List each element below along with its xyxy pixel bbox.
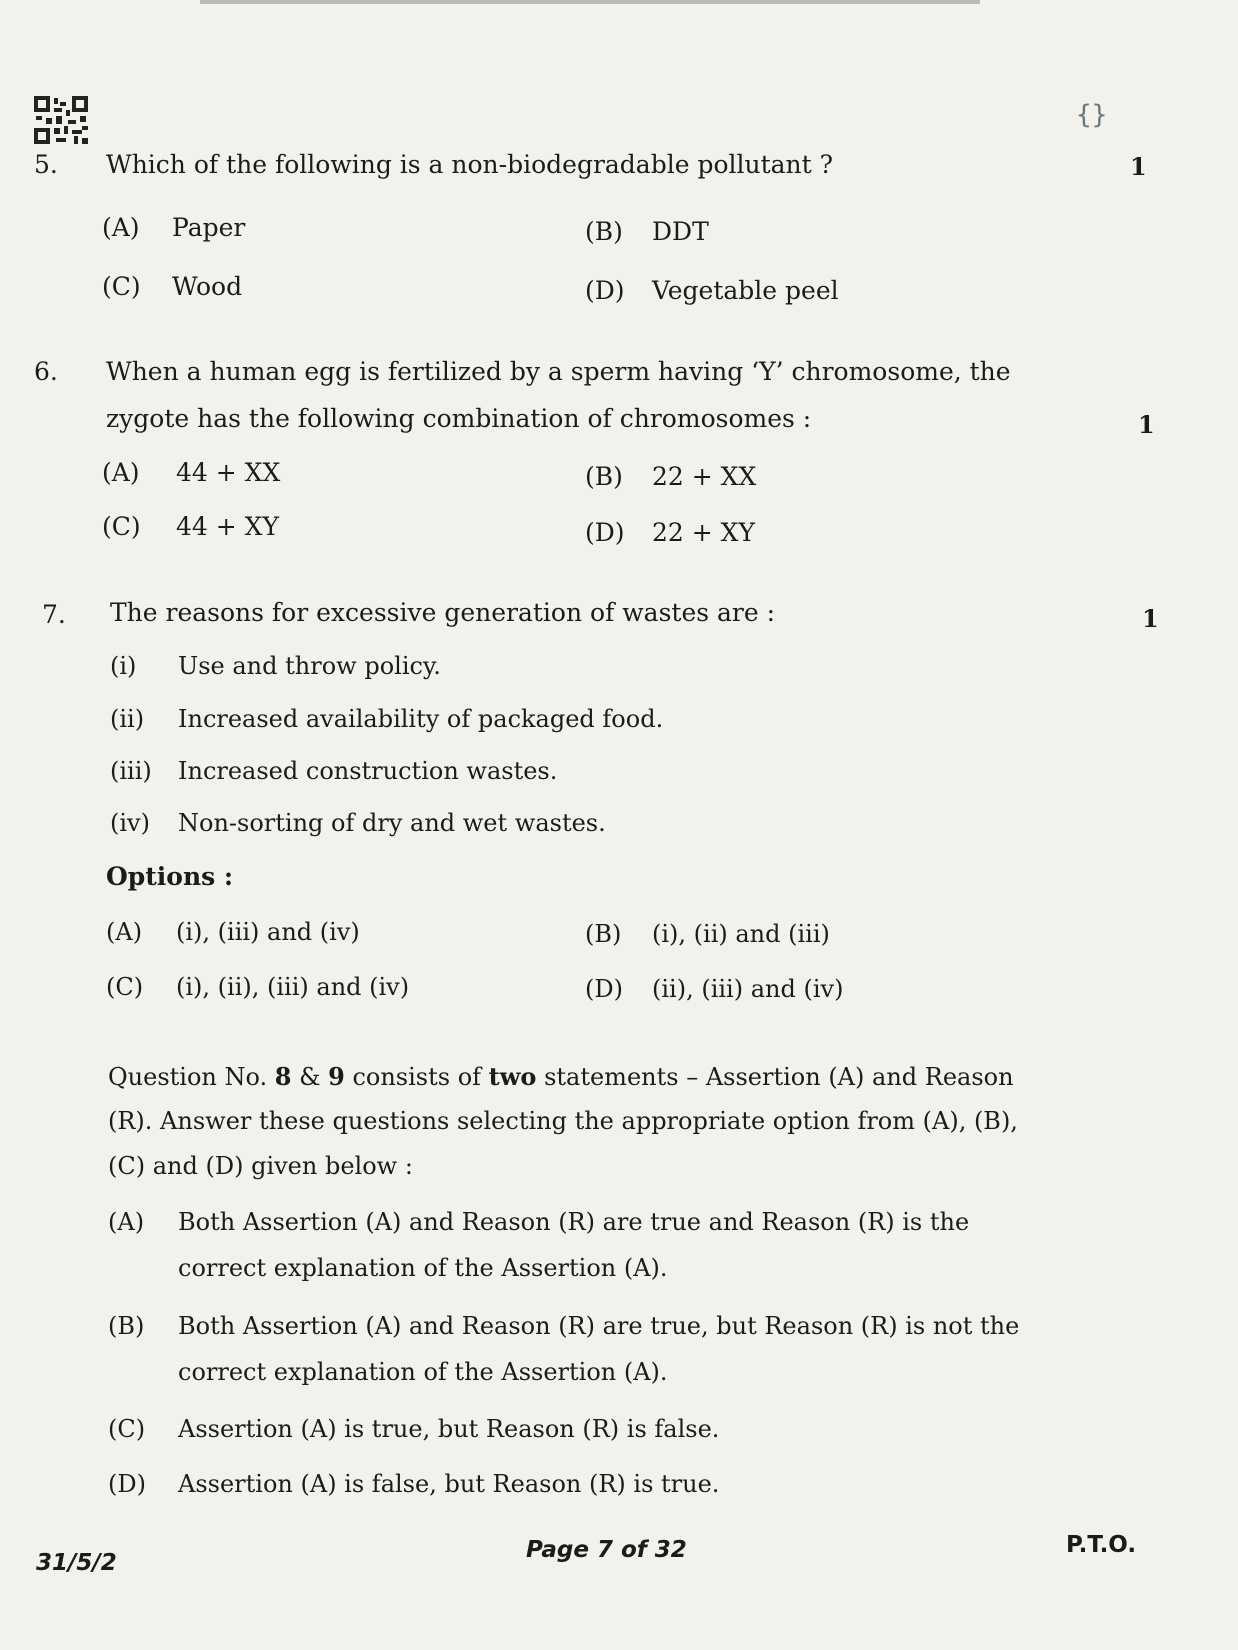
question-text: Which of the following is a non-biodegradable pollutant ? <box>106 150 834 179</box>
reason-text: Non-sorting of dry and wet wastes. <box>178 809 606 837</box>
question-number: 7. <box>42 600 66 629</box>
ar-option-label: (C) <box>108 1415 146 1443</box>
qr-code-icon <box>34 96 88 144</box>
option-text: (ii), (iii) and (iv) <box>652 975 844 1003</box>
ar-option-line2: correct explanation of the Assertion (A). <box>178 1358 668 1386</box>
reason-label: (iii) <box>110 757 152 785</box>
option-label: (D) <box>585 276 625 305</box>
option-label: (C) <box>102 512 141 541</box>
ar-option-line1: Both Assertion (A) and Reason (R) are true and Reason (R) is the <box>178 1208 970 1236</box>
question-text-line1: When a human egg is fertilized by a sperm having ‘Y’ chromosome, the <box>106 357 1011 386</box>
reason-label: (ii) <box>110 705 145 733</box>
question-number: 6. <box>34 357 58 386</box>
option-text: 22 + XY <box>652 518 755 547</box>
question-text-line2: zygote has the following combination of chromosomes : <box>106 404 812 433</box>
option-text: (i), (ii), (iii) and (iv) <box>176 973 410 1001</box>
instructions-line3: (C) and (D) given below : <box>108 1152 413 1180</box>
option-text: 22 + XX <box>652 462 757 491</box>
pto-label: P.T.O. <box>1066 1532 1137 1558</box>
option-label: (B) <box>585 462 623 491</box>
option-label: (B) <box>585 217 623 246</box>
ar-option-line1: Assertion (A) is false, but Reason (R) is true. <box>178 1470 720 1498</box>
ar-option-label: (B) <box>108 1312 145 1340</box>
reason-text: Increased construction wastes. <box>178 757 558 785</box>
page-number: Page 7 of 32 <box>526 1537 687 1563</box>
ar-option-line2: correct explanation of the Assertion (A). <box>178 1254 668 1282</box>
option-label: (C) <box>102 272 141 301</box>
marks: 1 <box>1142 604 1159 633</box>
option-text: Wood <box>172 272 243 301</box>
corner-braces: {} <box>1076 100 1108 130</box>
option-text: Paper <box>172 213 246 242</box>
option-label: (D) <box>585 518 625 547</box>
option-label: (B) <box>585 920 622 948</box>
option-text: 44 + XX <box>176 458 281 487</box>
ar-option-label: (D) <box>108 1470 146 1498</box>
reason-label: (i) <box>110 652 137 680</box>
marks: 1 <box>1138 410 1155 439</box>
option-label: (A) <box>102 458 140 487</box>
options-heading: Options : <box>106 862 234 891</box>
option-text: (i), (iii) and (iv) <box>176 918 360 946</box>
option-text: (i), (ii) and (iii) <box>652 920 830 948</box>
question-number: 5. <box>34 150 58 179</box>
marks: 1 <box>1130 152 1147 181</box>
paper-code: 31/5/2 <box>36 1550 117 1576</box>
scan-edge-line <box>200 0 980 4</box>
option-text: 44 + XY <box>176 512 279 541</box>
option-text: DDT <box>652 217 709 246</box>
option-label: (A) <box>102 213 140 242</box>
instructions-line1: Question No. 8 & 9 consists of two statements – Assertion (A) and Reason <box>108 1062 1014 1091</box>
option-label: (C) <box>106 973 144 1001</box>
ar-option-line1: Both Assertion (A) and Reason (R) are true, but Reason (R) is not the <box>178 1312 1020 1340</box>
instructions-line2: (R). Answer these questions selecting the appropriate option from (A), (B), <box>108 1107 1018 1135</box>
option-label: (A) <box>106 918 143 946</box>
ar-option-line1: Assertion (A) is true, but Reason (R) is false. <box>178 1415 720 1443</box>
reason-label: (iv) <box>110 809 150 837</box>
option-text: Vegetable peel <box>652 276 839 305</box>
question-text: The reasons for excessive generation of wastes are : <box>110 598 776 627</box>
reason-text: Increased availability of packaged food. <box>178 705 664 733</box>
ar-option-label: (A) <box>108 1208 145 1236</box>
reason-text: Use and throw policy. <box>178 652 441 680</box>
option-label: (D) <box>585 975 623 1003</box>
